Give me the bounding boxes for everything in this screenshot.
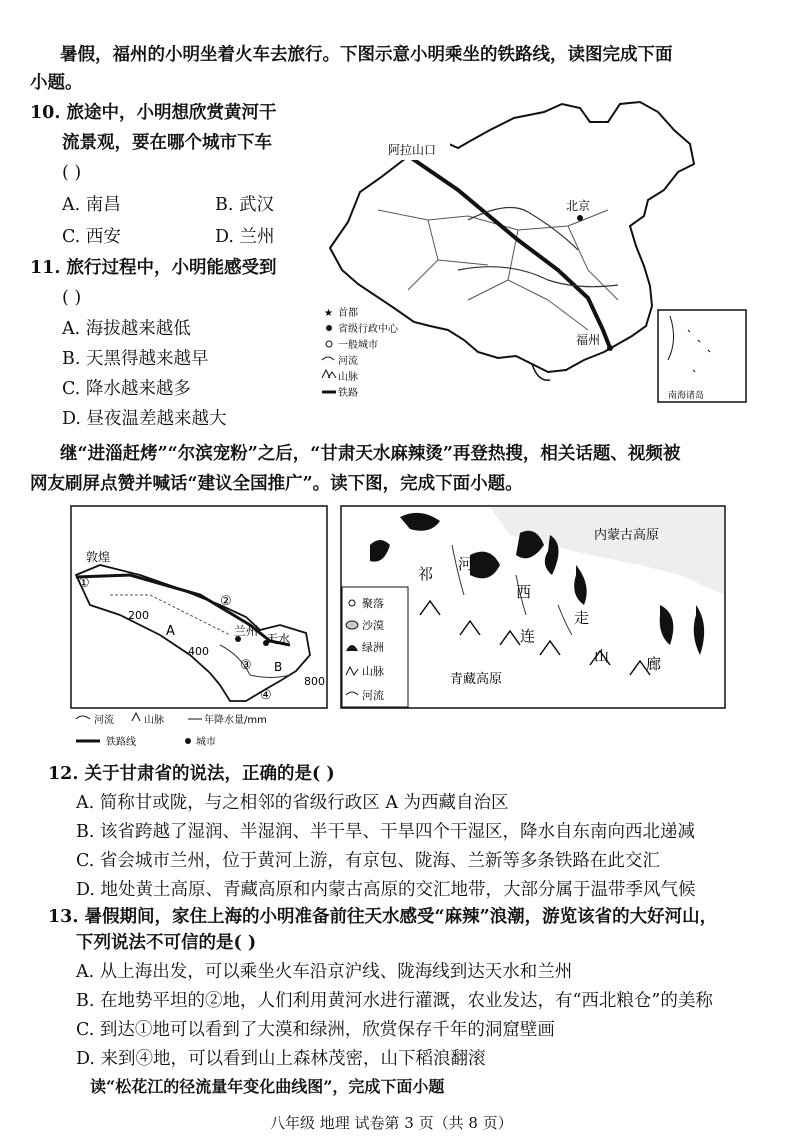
q11-answer-blank[interactable]: ( ) bbox=[62, 288, 82, 308]
q10-option-a[interactable]: A. 南昌 bbox=[62, 195, 121, 215]
svg-text:山: 山 bbox=[594, 647, 610, 665]
svg-text:★: ★ bbox=[324, 308, 333, 319]
svg-text:省级行政中心: 省级行政中心 bbox=[338, 324, 398, 335]
q13-stem-line-1: 13. 暑假期间，家住上海的小明准备前往天水感受“麻辣”浪潮，游览该省的大好河山， bbox=[48, 907, 718, 927]
q11-option-d[interactable]: D. 昼夜温差越来越大 bbox=[62, 409, 227, 429]
svg-text:铁路线: 铁路线 bbox=[106, 737, 136, 748]
svg-text:山脉: 山脉 bbox=[338, 372, 358, 383]
svg-text:连: 连 bbox=[520, 627, 536, 645]
q13-option-a[interactable]: A. 从上海出发，可以乘坐火车沿京沪线、陇海线到达天水和兰州 bbox=[76, 962, 573, 982]
svg-text:沙漠: 沙漠 bbox=[362, 619, 384, 632]
svg-text:绿洲: 绿洲 bbox=[362, 641, 384, 654]
svg-text:河流: 河流 bbox=[362, 689, 384, 702]
gansu-map bbox=[70, 505, 328, 753]
fuzhou-marker bbox=[607, 345, 613, 351]
svg-text:铁路: 铁路 bbox=[338, 388, 358, 399]
q13-option-b[interactable]: B. 在地势平坦的②地，人们利用黄河水进行灌溉，农业发达，有“西北粮仓”的美称 bbox=[76, 991, 713, 1011]
svg-text:聚落: 聚落 bbox=[362, 597, 384, 610]
svg-text:河: 河 bbox=[458, 555, 474, 573]
label-region-b: B bbox=[274, 660, 283, 674]
q12-option-a[interactable]: A. 简称甘或陇，与之相邻的省级行政区 A 为西藏自治区 bbox=[76, 793, 509, 813]
label-isohyet-800: 800 bbox=[304, 675, 325, 688]
label-fuzhou: 福州 bbox=[576, 333, 601, 347]
label-isohyet-200: 200 bbox=[128, 609, 149, 622]
map1-legend bbox=[322, 306, 399, 399]
south-china-sea-inset bbox=[658, 310, 746, 402]
q10-option-d[interactable]: D. 兰州 bbox=[215, 227, 275, 247]
q12-option-c[interactable]: C. 省会城市兰州，位于黄河上游，有京包、陇海、兰新等多条铁路在此交汇 bbox=[76, 851, 660, 871]
label-inner-mongolia-plateau: 内蒙古高原 bbox=[594, 528, 660, 543]
q10-option-c[interactable]: C. 西安 bbox=[62, 227, 121, 247]
page-footer: 八年级 地理 试卷第 3 页（共 8 页） bbox=[270, 1114, 513, 1132]
label-site-1: ① bbox=[78, 576, 90, 591]
q13-option-d[interactable]: D. 来到④地，可以看到山上森林茂密，山下稻浪翻滚 bbox=[76, 1049, 486, 1069]
svg-text:年降水量/mm: 年降水量/mm bbox=[204, 715, 267, 726]
q10-answer-blank[interactable]: ( ) bbox=[62, 163, 82, 183]
q12-option-d[interactable]: D. 地处黄土高原、青藏高原和内蒙古高原的交汇地带，大部分属于温带季风气候 bbox=[76, 880, 696, 900]
intro-3: 读“松花江的径流量年变化曲线图”，完成下面小题 bbox=[90, 1077, 445, 1096]
map3-legend bbox=[342, 587, 408, 707]
label-dunhuang: 敦煌 bbox=[86, 550, 111, 564]
svg-text:西: 西 bbox=[516, 583, 532, 601]
q11-option-c[interactable]: C. 降水越来越多 bbox=[62, 379, 191, 399]
q10-stem-line-2: 流景观，要在哪个城市下车 bbox=[62, 133, 272, 153]
svg-text:一般城市: 一般城市 bbox=[338, 340, 378, 351]
label-site-3: ③ bbox=[240, 658, 252, 673]
svg-text:山脉: 山脉 bbox=[144, 715, 164, 726]
q10-option-b[interactable]: B. 武汉 bbox=[215, 195, 274, 215]
intro-2-line-1: 继“进淄赶烤”“尔滨宠粉”之后，“甘肃天水麻辣烫”再登热搜，相关话题、视频被 bbox=[60, 444, 681, 464]
svg-text:河流: 河流 bbox=[94, 715, 114, 726]
label-tianshui: 天水 bbox=[266, 632, 291, 646]
svg-text:城市: 城市 bbox=[196, 737, 216, 748]
svg-text:山脉: 山脉 bbox=[362, 665, 384, 678]
q12-option-b[interactable]: B. 该省跨越了湿润、半湿润、半干旱、干旱四个干湿区，降水自东南向西北递减 bbox=[76, 822, 695, 842]
label-tibetan-plateau: 青藏高原 bbox=[450, 672, 503, 687]
beijing-marker bbox=[577, 215, 583, 221]
intro-2-line-2: 网友刷屏点赞并喊话“建议全国推广”。读下图，完成下面小题。 bbox=[30, 474, 523, 494]
intro-1-line-1: 暑假，福州的小明坐着火车去旅行。下图示意小明乘坐的铁路线，读图完成下面 bbox=[60, 45, 673, 65]
label-south-china-sea: 南海诸岛 bbox=[668, 391, 705, 401]
q11-stem: 11. 旅行过程中，小明能感受到 bbox=[30, 258, 277, 278]
label-beijing: 北京 bbox=[566, 199, 591, 213]
q11-option-b[interactable]: B. 天黑得越来越早 bbox=[62, 349, 209, 369]
china-railway-map bbox=[318, 100, 758, 410]
q12-stem: 12. 关于甘肃省的说法，正确的是( ) bbox=[48, 764, 335, 784]
label-lanzhou: 兰州 bbox=[234, 624, 259, 638]
map2-legend bbox=[76, 713, 267, 748]
svg-text:首都: 首都 bbox=[338, 308, 358, 319]
q10-stem-line-1: 10. 旅途中，小明想欣赏黄河干 bbox=[30, 103, 277, 123]
label-isohyet-400: 400 bbox=[188, 645, 209, 658]
label-site-4: ④ bbox=[260, 688, 272, 703]
svg-text:河流: 河流 bbox=[338, 356, 358, 367]
label-region-a: A bbox=[166, 624, 175, 639]
q13-option-c[interactable]: C. 到达①地可以看到了大漠和绿洲，欣赏保存千年的洞窟壁画 bbox=[76, 1020, 555, 1040]
svg-text:廊: 廊 bbox=[646, 655, 662, 673]
q11-option-a[interactable]: A. 海拔越来越低 bbox=[62, 319, 191, 339]
q13-stem-line-2: 下列说法不可信的是( ) bbox=[76, 933, 257, 953]
svg-text:走: 走 bbox=[574, 609, 590, 627]
hexi-corridor-map bbox=[340, 505, 726, 709]
label-site-2: ② bbox=[220, 594, 232, 609]
label-alashankou: 阿拉山口 bbox=[388, 143, 437, 157]
svg-text:祁: 祁 bbox=[418, 565, 434, 583]
intro-1-line-2: 小题。 bbox=[30, 73, 83, 93]
